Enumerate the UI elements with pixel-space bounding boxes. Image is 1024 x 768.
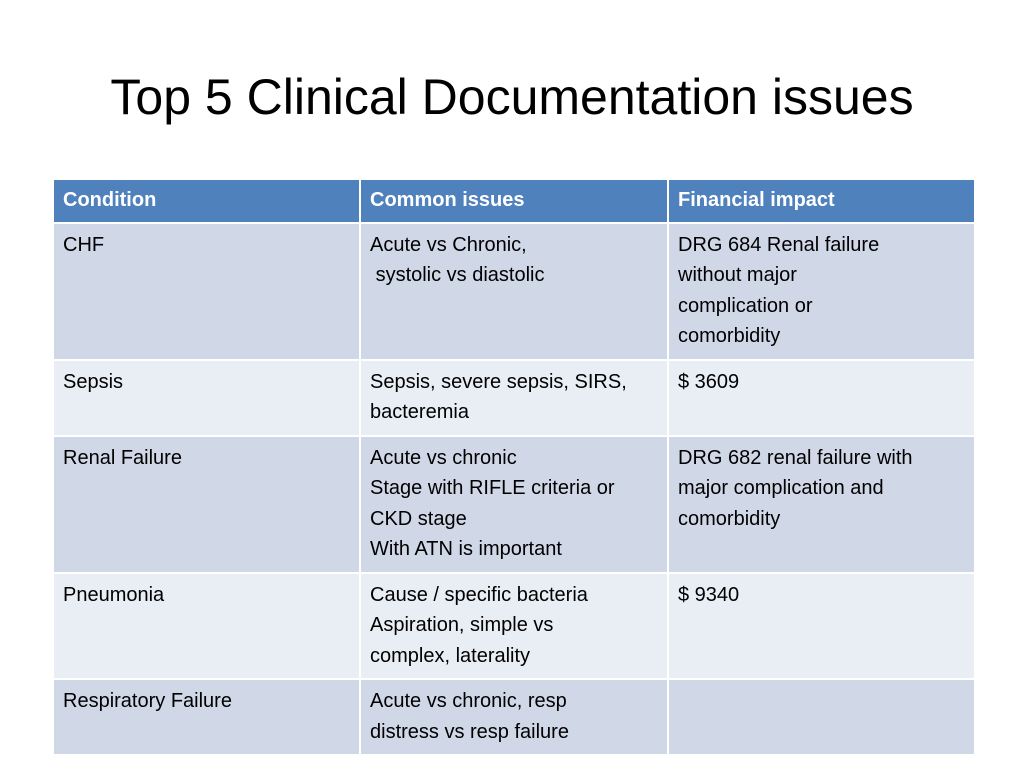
financial-impact-cell [668, 436, 975, 573]
financial-impact-cell [668, 360, 975, 436]
table-row [53, 436, 975, 573]
cell-line: bacteremia [370, 401, 469, 423]
cell-line: major complication and [678, 477, 884, 499]
condition-cell [53, 223, 360, 360]
cell-line: complex, laterality [370, 644, 531, 667]
cell-line: DRG 682 renal failure with [678, 446, 913, 469]
cell-line: comorbidity [678, 325, 781, 347]
common-issues-cell [360, 223, 668, 360]
table-row [53, 360, 975, 436]
table-row [53, 223, 975, 360]
common-issues-cell [360, 436, 668, 573]
cell-line: Sepsis, severe sepsis, SIRS, [370, 370, 627, 393]
condition-cell [53, 679, 360, 755]
slide-title: Top 5 Clinical Documentation issues [110, 69, 914, 125]
cell-line: DRG 684 Renal failure [678, 233, 880, 256]
financial-impact-cell [668, 573, 975, 680]
header-common-issues: Common issues [360, 179, 668, 223]
cell-line: distress vs resp failure [370, 720, 569, 743]
condition-cell [53, 436, 360, 573]
common-issues-cell [360, 360, 668, 436]
cell-line: $ 9340 [678, 583, 740, 606]
cell-line: Respiratory Failure [63, 690, 232, 712]
cell-line: Acute vs Chronic, [370, 233, 527, 256]
header-condition: Condition [53, 179, 360, 223]
financial-impact-cell [668, 223, 975, 360]
cell-line: Renal Failure [63, 446, 182, 469]
cell-line: comorbidity [678, 507, 781, 530]
cell-line: With ATN is important [370, 538, 562, 560]
cell-line: without major [678, 264, 797, 286]
cell-line: complication or [678, 294, 813, 317]
cell-line: Stage with RIFLE criteria or [370, 477, 615, 499]
cell-line: CKD stage [370, 507, 467, 530]
cell-line: Acute vs chronic, resp [370, 690, 567, 712]
cell-line: CHF [63, 233, 105, 256]
table-header-row [53, 179, 975, 223]
cell-line: Sepsis [63, 370, 124, 393]
cell-line: Cause / specific bacteria [370, 583, 588, 606]
cell-line: systolic vs diastolic [370, 264, 545, 286]
issues-table [52, 178, 976, 756]
cell-line: $ 3609 [678, 370, 740, 393]
common-issues-cell [360, 679, 668, 755]
condition-cell [53, 360, 360, 436]
table-row [53, 679, 975, 755]
table-row [53, 573, 975, 680]
financial-impact-cell [668, 679, 975, 755]
common-issues-cell [360, 573, 668, 680]
condition-cell [53, 573, 360, 680]
cell-line: Pneumonia [63, 583, 165, 606]
cell-line: Acute vs chronic [370, 446, 517, 469]
header-financial-impact: Financial impact [668, 179, 975, 223]
cell-line: Aspiration, simple vs [370, 614, 554, 636]
